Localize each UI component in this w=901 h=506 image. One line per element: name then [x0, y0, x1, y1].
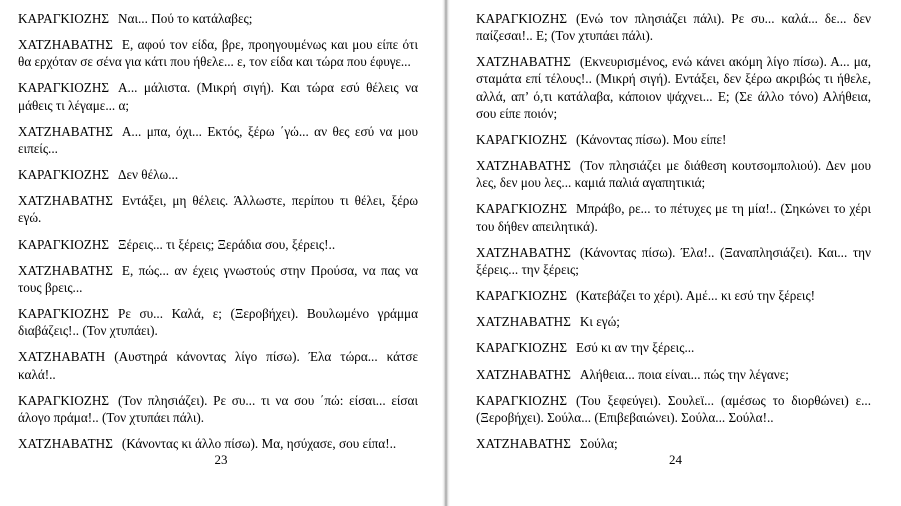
speaker-name: ΧΑΤΖΗΑΒΑΤΗΣ [18, 193, 113, 209]
speaker-name: ΧΑΤΖΗΑΒΑΤΗΣ [476, 435, 571, 451]
dialogue-line [476, 366, 871, 383]
dialogue-line [476, 435, 871, 452]
speaker-name: ΧΑΤΖΗΑΒΑΤΗΣ [18, 123, 113, 139]
speaker-name: ΧΑΤΖΗΑΒΑΤΗΣ [18, 37, 113, 53]
dialogue-text: Εσύ κι αν την ξέρεις... [576, 340, 695, 356]
speaker-name: ΧΑΤΖΗΑΒΑΤΗΣ [476, 54, 571, 70]
dialogue-text: (Του ξεφεύγει). Σουλεϊ... (αμέσως το διορθώνει) ε... (Ξεροβήχει). Σούλα... (Επιβεβαιώνει). Σούλα... Σούλα!.. [476, 392, 871, 425]
dialogue-text: (Κάνοντας πίσω). Μου είπε! [576, 131, 727, 147]
speaker-name: ΧΑΤΖΗΑΒΑΤΗΣ [476, 366, 571, 382]
dialogue-line [18, 262, 418, 296]
speaker-name: ΚΑΡΑΓΚΙΟΖΗΣ [476, 392, 568, 408]
speaker-name: ΧΑΤΖΗΑΒΑΤΗ [18, 349, 106, 365]
speaker-name: ΚΑΡΑΓΚΙΟΖΗΣ [18, 167, 110, 183]
speaker-name: ΚΑΡΑΓΚΙΟΖΗΣ [18, 392, 110, 408]
dialogue-text: (Εκνευρισμένος, ενώ κάνει ακόμη λίγο πίσω). Α... μα, σταμάτα επί τέλους!.. (Μικρή σιγή). Εντάξει, δεν ξέρω ακριβώς τι ήθελε, αλλά, απ’ ό,τι κατάλαβα, κάποιον ψάχνει... Ε; (Σε άλλο τόνο) Αλήθεια, σου είπε ποιόν; [476, 54, 871, 121]
dialogue-line [476, 53, 871, 122]
dialogue-line [476, 392, 871, 426]
dialogue-text: Α... μάλιστα. (Μικρή σιγή). Και τώρα εσύ θέλεις να μάθεις τι λέγαμε... α; [18, 80, 418, 113]
dialogue-text: Δεν θέλω... [118, 167, 179, 183]
dialogue-line [18, 166, 418, 183]
speaker-name: ΧΑΤΖΗΑΒΑΤΗΣ [476, 158, 571, 174]
page-number-right: 24 [669, 452, 682, 467]
dialogue-text: Σούλα; [579, 435, 618, 451]
speaker-name: ΧΑΤΖΗΑΒΑΤΗΣ [476, 314, 571, 330]
dialogue-text: (Ενώ τον πλησιάζει πάλι). Ρε συ... καλά... δε... δεν παίζεσαι!.. Ε; (Τον χτυπάει πάλι). [476, 11, 871, 44]
dialogue-text: Κι εγώ; [579, 314, 620, 330]
dialogue-text: Ναι... Πού το κατάλαβες; [118, 11, 253, 26]
dialogue-line [18, 348, 418, 382]
dialogue-text: Ε, αφού τον είδα, βρε, προηγουμένως και μου είπε ότι θα ερχόταν σε σένα για κάτι που ήθελε... ε, τον είδα και τώρα που έφυγε... [18, 37, 418, 70]
dialogue-text: Εντάξει, μη θέλεις. Άλλωστε, περίπου τι θέλει, ξέρω εγώ. [18, 193, 418, 226]
dialogue-text: (Τον πλησιάζει με διάθεση κουτσομπολιού). Δεν μου λες, δεν μου λες... καμιά παλιά αγαπητικιά; [476, 158, 871, 191]
page-left [0, 0, 442, 506]
dialogue-line [18, 236, 418, 253]
speaker-name: ΚΑΡΑΓΚΙΟΖΗΣ [18, 236, 110, 252]
dialogue-text: (Αυστηρά κάνοντας λίγο πίσω). Έλα τώρα... κάτσε καλά!.. [18, 349, 418, 382]
speaker-name: ΚΑΡΑΓΚΙΟΖΗΣ [476, 340, 568, 356]
speaker-name: ΚΑΡΑΓΚΙΟΖΗΣ [476, 11, 568, 26]
dialogue-text: (Κατεβάζει το χέρι). Αμέ... κι εσύ την ξέρεις! [576, 288, 816, 304]
speaker-name: ΚΑΡΑΓΚΙΟΖΗΣ [476, 201, 568, 217]
dialogue-text: (Κάνοντας πίσω). Έλα!.. (Ξαναπλησιάζει). Και... την ξέρεις... την ξέρεις; [476, 244, 871, 277]
speaker-name: ΧΑΤΖΗΑΒΑΤΗΣ [18, 262, 113, 278]
page-right-body [476, 10, 871, 452]
book-gutter [442, 0, 450, 506]
speaker-name: ΚΑΡΑΓΚΙΟΖΗΣ [476, 288, 568, 304]
dialogue-line [476, 131, 871, 148]
speaker-name: ΧΑΤΖΗΑΒΑΤΗΣ [18, 435, 113, 451]
dialogue-line [18, 192, 418, 226]
page-number-left: 23 [214, 452, 228, 467]
dialogue-line [476, 10, 871, 44]
page-right [450, 0, 901, 506]
dialogue-line [476, 339, 871, 356]
dialogue-line [18, 123, 418, 157]
dialogue-line [18, 392, 418, 426]
dialogue-text: Ε, πώς... αν έχεις γνωστούς στην Προύσα, να πας να τους βρεις... [18, 262, 418, 295]
speaker-name: ΚΑΡΑΓΚΙΟΖΗΣ [18, 306, 110, 322]
dialogue-line [18, 79, 418, 113]
dialogue-text: Αλήθεια... ποια είναι... πώς την λέγανε; [579, 366, 789, 382]
dialogue-line [476, 200, 871, 234]
dialogue-text: Ρε συ... Καλά, ε; (Ξεροβήχει). Βουλωμένο γράμμα διαβάζεις!.. (Τον χτυπάει). [18, 306, 418, 339]
dialogue-line [476, 244, 871, 278]
dialogue-text: (Τον πλησιάζει). Ρε συ... τι να σου ΄πώ: είσαι... είσαι άλογο πράμα!.. (Τον χτυπάει πάλι). [18, 392, 418, 425]
speaker-name: ΧΑΤΖΗΑΒΑΤΗΣ [476, 244, 571, 260]
dialogue-line [476, 157, 871, 191]
dialogue-line [18, 435, 418, 452]
speaker-name: ΚΑΡΑΓΚΙΟΖΗΣ [18, 11, 110, 26]
dialogue-text: (Κάνοντας κι άλλο πίσω). Μα, ησύχασε, σου είπα!.. [121, 435, 397, 451]
page-left-body [18, 10, 418, 452]
dialogue-line [18, 305, 418, 339]
dialogue-text: Α... μπα, όχι... Εκτός, ξέρω ΄γώ... αν θες εσύ να μου ειπείς... [18, 123, 418, 156]
dialogue-line [18, 10, 418, 27]
dialogue-line [476, 287, 871, 304]
dialogue-line [18, 36, 418, 70]
dialogue-text: Μπράβο, ρε... το πέτυχες με τη μία!.. (Σηκώνει το χέρι του δήθεν απειλητικά). [476, 201, 871, 234]
dialogue-line [476, 313, 871, 330]
speaker-name: ΚΑΡΑΓΚΙΟΖΗΣ [18, 80, 110, 96]
dialogue-text: Ξέρεις... τι ξέρεις; Ξεράδια σου, ξέρεις!.. [118, 236, 336, 252]
speaker-name: ΚΑΡΑΓΚΙΟΖΗΣ [476, 131, 568, 147]
